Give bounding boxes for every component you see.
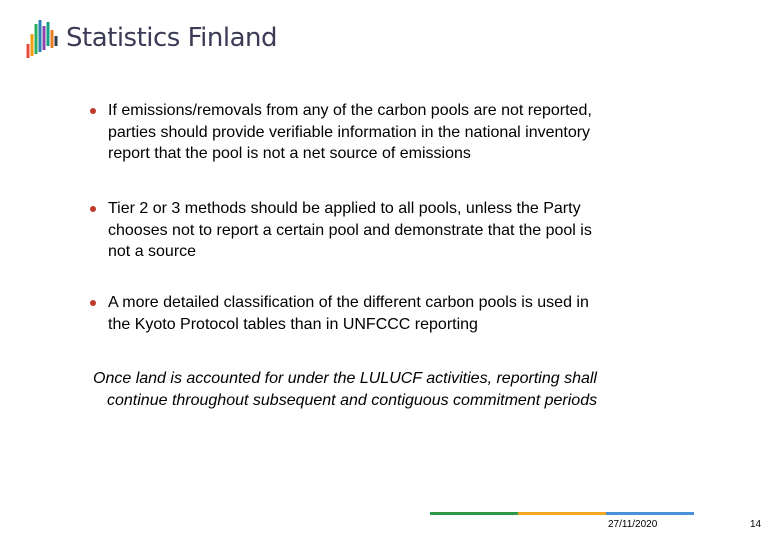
bullet-line: report that the pool is not a net source of emissions: [108, 145, 471, 162]
footer-bar-blue: [606, 512, 694, 515]
bullet-line: chooses not to report a certain pool and demonstrate that the pool is: [108, 221, 592, 239]
logo-text: Statistics Finland: [66, 23, 278, 53]
bullet-dot-icon: [90, 206, 96, 212]
page-number: 14: [750, 519, 762, 530]
bullet-dot-icon: [90, 300, 96, 306]
footer-bar-green: [430, 512, 518, 515]
closing-note: [93, 368, 693, 411]
footer-color-bar: [430, 512, 780, 515]
footer-date: 27/11/2020: [608, 519, 658, 530]
statistics-finland-logo-icon: [24, 16, 58, 60]
note-line: continue throughout subsequent and contiguous commitment periods: [107, 391, 598, 409]
footer-bar-blank: [694, 512, 780, 515]
footer-bar-orange: [518, 512, 606, 515]
bullet-line: parties should provide verifiable information in the national inventory: [108, 123, 591, 141]
bullet-item: [90, 100, 592, 165]
bullet-dot-icon: [90, 108, 96, 114]
bullet-item: [90, 292, 589, 335]
bullet-line: the Kyoto Protocol tables than in UNFCCC reporting: [108, 315, 478, 333]
bullet-line: If emissions/removals from any of the carbon pools are not reported,: [108, 102, 592, 119]
bullet-item: [90, 198, 592, 263]
bullet-line: not a source: [108, 243, 197, 260]
bullet-line: Tier 2 or 3 methods should be applied to all pools, unless the Party: [108, 200, 581, 217]
bullet-line: A more detailed classification of the different carbon pools is used in: [108, 294, 589, 311]
logo: [24, 14, 277, 62]
note-line: Once land is accounted for under the LULUCF activities, reporting shall: [93, 370, 597, 387]
